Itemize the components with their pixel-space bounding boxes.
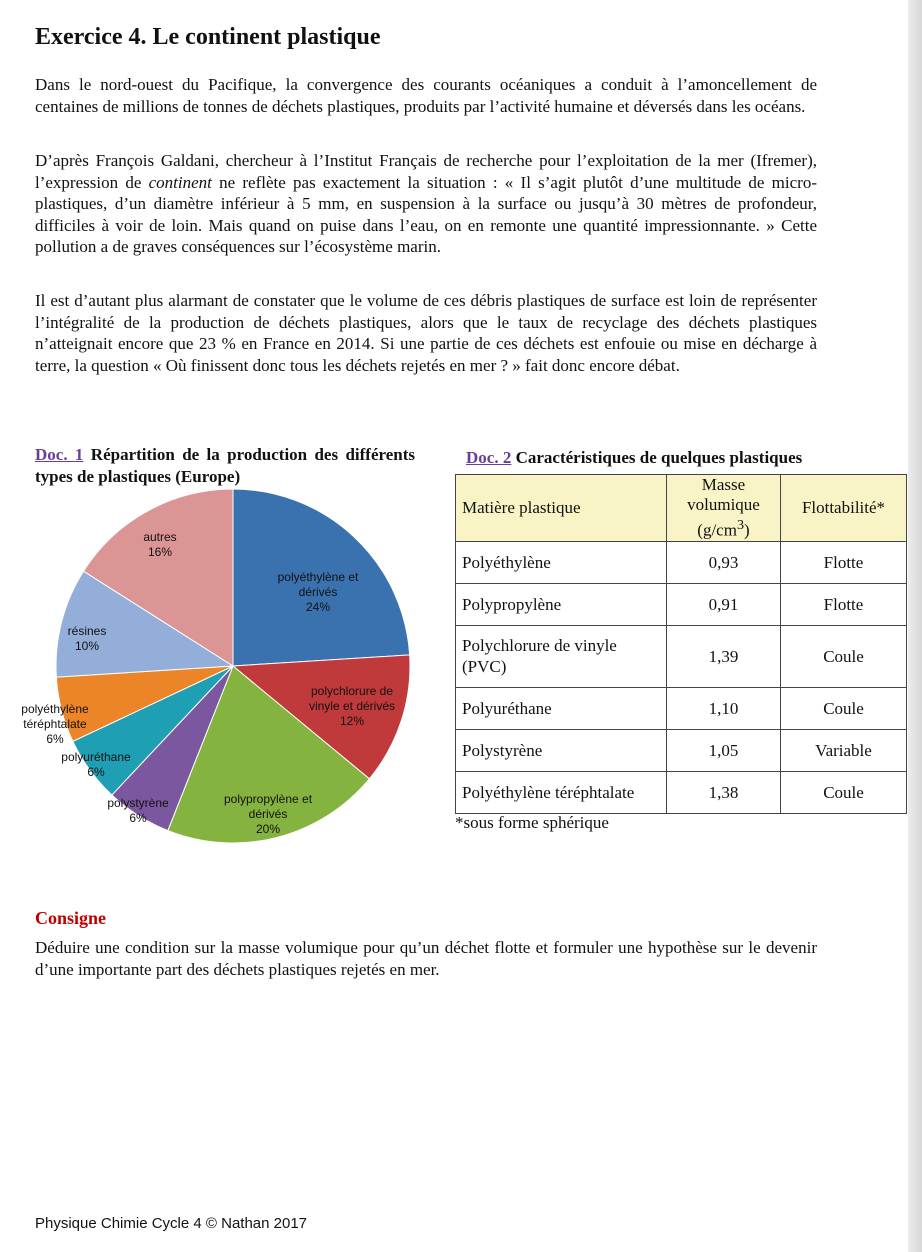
cell-floatability: Variable bbox=[781, 729, 907, 771]
pie-slice-label: polyéthylène téréphtalate 6% bbox=[21, 702, 89, 746]
header-density-exp: 3 bbox=[736, 517, 745, 533]
plastics-pie-chart bbox=[0, 485, 440, 855]
header-material: Matière plastique bbox=[456, 475, 667, 542]
footer-credit: Physique Chimie Cycle 4 © Nathan 2017 bbox=[35, 1215, 308, 1232]
cell-material: Polystyrène bbox=[456, 729, 667, 771]
header-density-line1: Masse bbox=[701, 475, 746, 494]
cell-floatability: Coule bbox=[781, 687, 907, 729]
cell-floatability: Coule bbox=[781, 625, 907, 687]
header-density-line2: volumique bbox=[687, 495, 760, 514]
doc1-title bbox=[35, 444, 415, 488]
doc1-title-text: Répartition de la production des différents types de plastiques (Europe) bbox=[35, 445, 416, 486]
doc2-ref[interactable]: Doc. 2 bbox=[466, 448, 512, 467]
header-floatability: Flottabilité* bbox=[781, 475, 907, 542]
cell-floatability: Coule bbox=[781, 771, 907, 813]
cell-density: 0,91 bbox=[667, 583, 781, 625]
table-row bbox=[456, 625, 907, 687]
pie-slice-label: polyuréthane 6% bbox=[61, 750, 131, 779]
table-row bbox=[456, 771, 907, 813]
cell-floatability: Flotte bbox=[781, 583, 907, 625]
pie-slice-label: résines 10% bbox=[67, 624, 107, 653]
cell-material: Polyuréthane bbox=[456, 687, 667, 729]
cell-density: 1,38 bbox=[667, 771, 781, 813]
pie-slice-label: polychlorure de vinyle et dérivés 12% bbox=[308, 684, 396, 728]
pie-slice-label: polyéthylène et dérivés 24% bbox=[277, 570, 359, 614]
paragraph-quote bbox=[35, 150, 817, 258]
table-row bbox=[456, 729, 907, 771]
cell-material: Polypropylène bbox=[456, 583, 667, 625]
doc2-title-text: Caractéristiques de quelques plastiques bbox=[515, 448, 803, 467]
plastics-properties-table bbox=[455, 474, 907, 814]
exercise-title: Exercice 4. Le continent plastique bbox=[35, 24, 381, 50]
pie-slice-label: polypropylène et dérivés 20% bbox=[223, 792, 313, 836]
table-row bbox=[456, 687, 907, 729]
paragraph-recycling: Il est d’autant plus alarmant de constater que le volume de ces débris plastiques de surface est loin de représenter l’intégralité de la production de déchets plastiques, alors que le taux de recyclage des déchets plastiques n’atteignait encore que 23 % en France en 2014. Si une partie de ces déchets est enfouie ou mise en décharge à terre, la question « Où finissent donc tous les déchets rejetés en mer ? » fait donc encore débat. bbox=[35, 291, 817, 375]
cell-material: Polychlorure de vinyle (PVC) bbox=[456, 625, 667, 687]
paragraph-intro: Dans le nord-ouest du Pacifique, la convergence des courants océaniques a conduit à l’amoncellement de centaines de millions de tonnes de déchets plastiques, produits par l’activité humaine et déversés dans les océans. bbox=[35, 75, 817, 116]
consigne-text: Déduire une condition sur la masse volumique pour qu’un déchet flotte et formuler une hypothèse sur le devenir d’une importante part des déchets plastiques rejetés en mer. bbox=[35, 938, 817, 979]
table-row bbox=[456, 541, 907, 583]
table-row bbox=[456, 583, 907, 625]
paragraph-quote-part2: ne reflète pas exactement la situation : « Il s’agit plutôt d’une multitude de micro-plastiques, d’un diamètre inférieur à 5 mm, en suspension à la surface ou jusqu’à 30 mètres de profondeur, difficiles à voir de loin. Mais quand on puise dans l’eau, on en remonte une quantité impressionnante. » Cette pollution a de graves conséquences sur l’écosystème marin. bbox=[35, 172, 817, 256]
header-density bbox=[667, 475, 781, 542]
pie-slice-label: polystyrène 6% bbox=[107, 796, 169, 825]
doc1-ref[interactable]: Doc. 1 bbox=[35, 445, 84, 464]
paragraph-quote-italic: continent bbox=[148, 172, 212, 192]
cell-density: 1,05 bbox=[667, 729, 781, 771]
cell-density: 1,39 bbox=[667, 625, 781, 687]
header-density-unit: (g/cm bbox=[697, 520, 737, 540]
cell-material: Polyéthylène téréphtalate bbox=[456, 771, 667, 813]
table-footnote: *sous forme sphérique bbox=[455, 813, 609, 832]
doc2-title bbox=[466, 447, 802, 469]
pie-slice-label: autres 16% bbox=[143, 530, 177, 559]
cell-floatability: Flotte bbox=[781, 541, 907, 583]
paragraph-quote-part1: D’après François Galdani, chercheur à l’Institut Français de recherche pour l’exploitation de la mer (Ifremer), l’expression de bbox=[35, 151, 817, 192]
cell-density: 1,10 bbox=[667, 687, 781, 729]
page-edge-shadow bbox=[908, 0, 922, 1252]
header-density-close: ) bbox=[744, 520, 750, 540]
cell-density: 0,93 bbox=[667, 541, 781, 583]
table-header-row bbox=[456, 475, 907, 542]
cell-material: Polyéthylène bbox=[456, 541, 667, 583]
consigne-title: Consigne bbox=[35, 908, 107, 928]
